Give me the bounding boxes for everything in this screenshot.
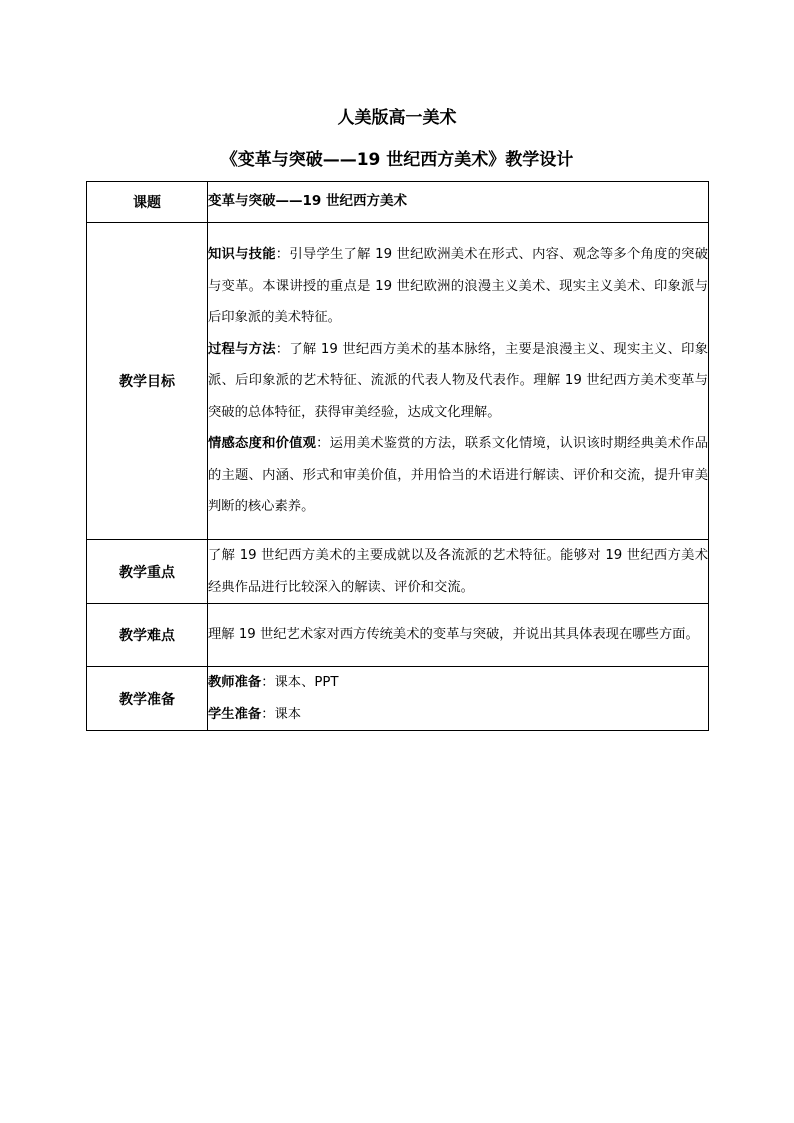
document-subtitle: 《变革与突破——19 世纪西方美术》教学设计: [220, 150, 574, 170]
teacher-prep-heading: 教师准备: [208, 675, 262, 690]
process-text: ：了解 19 世纪西方美术的基本脉络，主要是浪漫主义、现实主义、印象派、后印象派的艺术特征、流派的代表人物及代表作。理解 19 世纪西方美术变革与突破的总体特征，获得审美经验，达成文化理解。: [208, 341, 709, 420]
emotion-paragraph: [208, 428, 708, 523]
emotion-text: ：运用美术鉴赏的方法，联系文化情境，认识该时期经典美术作品的主题、内涵、形式和审美价值，并用恰当的术语进行解读、评价和交流，提升审美判断的核心素养。: [208, 436, 708, 515]
table-row-topic: [87, 182, 709, 223]
difficulties-text: 理解 19 世纪艺术家对西方传统美术的变革与突破，并说出其具体表现在哪些方面。: [208, 604, 709, 667]
table-row-objectives: [87, 223, 709, 540]
table-row-difficulties: [87, 604, 709, 667]
topic-value: 变革与突破——19 世纪西方美术: [208, 182, 709, 223]
preparation-label: 教学准备: [87, 667, 208, 731]
student-prep-line: [208, 699, 708, 731]
student-prep-text: ：课本: [261, 706, 302, 722]
topic-label: 课题: [87, 182, 208, 223]
table-row-key-points: [87, 540, 709, 604]
difficulties-label: 教学难点: [87, 604, 208, 667]
objectives-label: 教学目标: [87, 223, 208, 540]
knowledge-paragraph: [208, 239, 708, 334]
knowledge-text: ：引导学生了解 19 世纪欧洲美术在形式、内容、观念等多个角度的突破与变革。本课讲授的重点是 19 世纪欧洲的浪漫主义美术、现实主义美术、印象派与后印象派的美术特征。: [208, 247, 709, 326]
teacher-prep-line: [208, 667, 708, 699]
lesson-plan-table: [86, 181, 709, 731]
emotion-heading: 情感态度和价值观: [208, 436, 317, 452]
key-points-label: 教学重点: [87, 540, 208, 604]
knowledge-heading: 知识与技能: [208, 247, 276, 263]
preparation-content: [208, 667, 709, 731]
objectives-content: [208, 223, 709, 540]
table-row-preparation: [87, 667, 709, 731]
document-title: 人美版高一美术: [337, 108, 457, 128]
key-points-text: 了解 19 世纪西方美术的主要成就以及各流派的艺术特征。能够对 19 世纪西方美术经典作品进行比较深入的解读、评价和交流。: [208, 540, 709, 604]
student-prep-heading: 学生准备: [208, 706, 262, 722]
process-heading: 过程与方法: [208, 341, 276, 357]
process-paragraph: [208, 334, 708, 429]
teacher-prep-text: ：课本、PPT: [261, 675, 339, 690]
